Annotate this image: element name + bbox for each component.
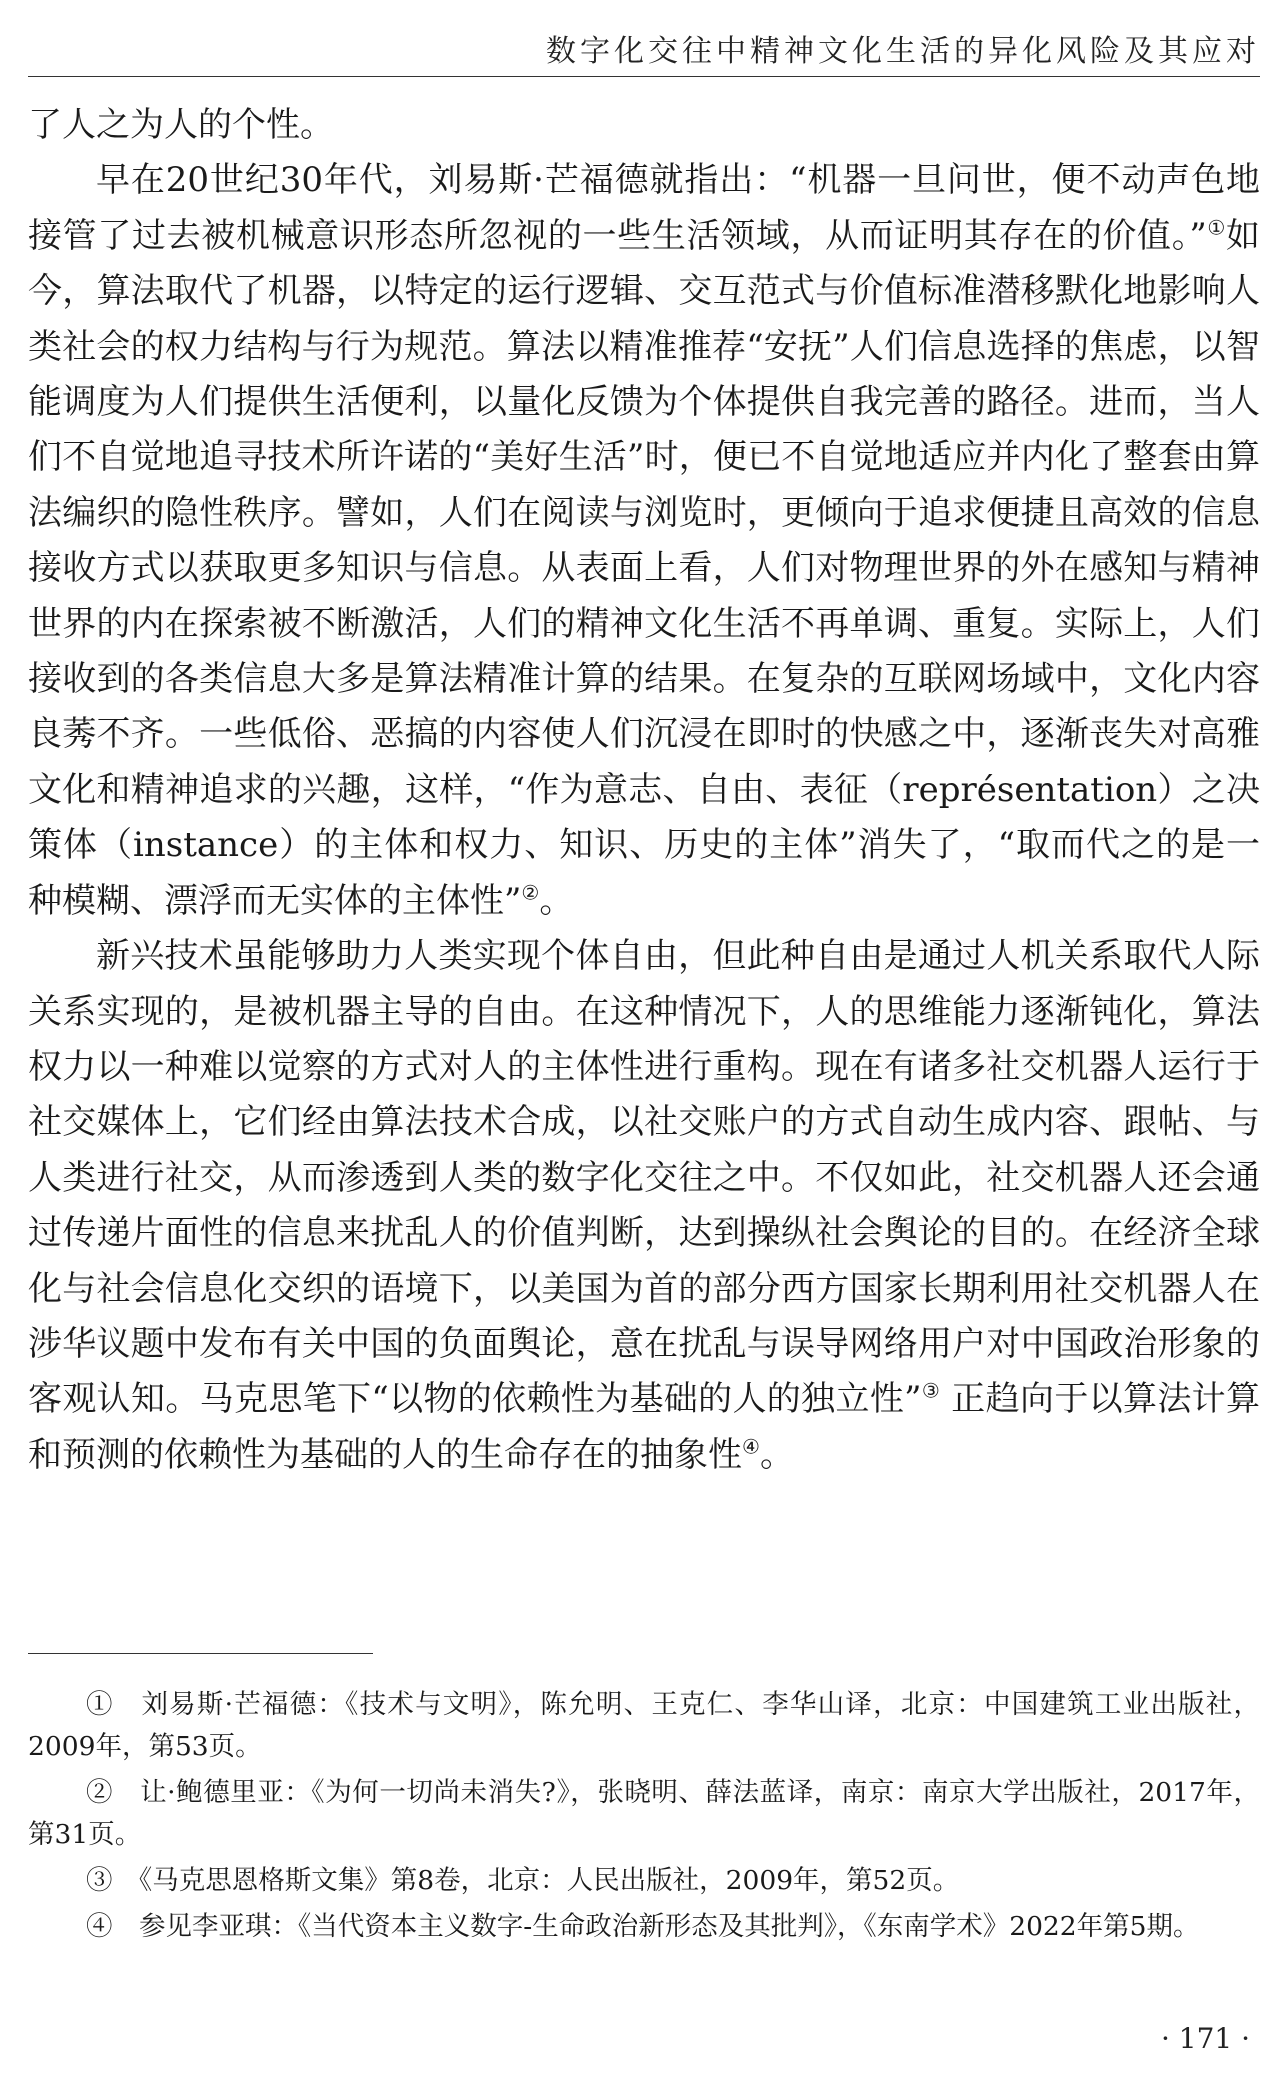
footnote: ① 刘易斯·芒福德：《技术与文明》，陈允明、王克仁、李华山译，北京：中国建筑工业出版社，2009年，第53页。 (28, 1689, 1260, 1762)
header-rule (28, 76, 1260, 77)
page-number: · 171 · (1160, 2022, 1250, 2055)
paragraph: 了人之为人的个性。 (28, 105, 334, 145)
footnote-marker: ② (521, 880, 540, 905)
footnote: ④ 参见李亚琪：《当代资本主义数字-生命政治新形态及其批判》，《东南学术》2022年第5期。 (86, 1911, 1200, 1942)
body-text (28, 98, 1260, 1483)
footnote: ③ 《马克思恩格斯文集》第8卷，北京：人民出版社，2009年，第52页。 (86, 1865, 960, 1896)
footnotes (28, 1684, 1260, 1952)
footnote-marker: ③ (921, 1379, 941, 1404)
footnote: ② 让·鲍德里亚：《为何一切尚未消失?》，张晓明、薛法蓝译，南京：南京大学出版社，2017年，第31页。 (28, 1777, 1260, 1850)
paragraph: 早在20世纪30年代，刘易斯·芒福德就指出：“机器一旦问世，便不动声色地接管了过去被机械意识形态所忽视的一些生活领域，从而证明其存在的价值。”①如今，算法取代了机器，以特定的运行逻辑、交互范式与价值标准潜移默化地影响人类社会的权力结构与行为规范。算法以精准推荐“安抚”人们信息选择的焦虑，以智能调度为人们提供生活便利，以量化反馈为个体提供自我完善的路径。进而，当人们不自觉地追寻技术所许诺的“美好生活”时，便已不自觉地适应并内化了整套由算法编织的隐性秩序。譬如，人们在阅读与浏览时，更倾向于追求便捷且高效的信息接收方式以获取更多知识与信息。从表面上看，人们对物理世界的外在感知与精神世界的内在探索被不断激活，人们的精神文化生活不再单调、重复。实际上，人们接收到的各类信息大多是算法精准计算的结果。在复杂的互联网场域中，文化内容良莠不齐。一些低俗、恶搞的内容使人们沉浸在即时的快感之中，逐渐丧失对高雅文化和精神追求的兴趣，这样，“作为意志、自由、表征（représentation）之决策体（instance）的主体和权力、知识、历史的主体”消失了，“取而代之的是一种模糊、漂浮而无实体的主体性”②。 (28, 160, 1260, 921)
footnote-rule (28, 1653, 373, 1654)
footnote-marker: ④ (742, 1434, 760, 1459)
footnote-marker: ① (1206, 215, 1226, 240)
paragraph: 新兴技术虽能够助力人类实现个体自由，但此种自由是通过人机关系取代人际关系实现的，是被机器主导的自由。在这种情况下，人的思维能力逐渐钝化，算法权力以一种难以觉察的方式对人的主体性进行重构。现在有诸多社交机器人运行于社交媒体上，它们经由算法技术合成，以社交账户的方式自动生成内容、跟帖、与人类进行社交，从而渗透到人类的数字化交往之中。不仅如此，社交机器人还会通过传递片面性的信息来扰乱人的价值判断，达到操纵社会舆论的目的。在经济全球化与社会信息化交织的语境下，以美国为首的部分西方国家长期利用社交机器人在涉华议题中发布有关中国的负面舆论，意在扰乱与误导网络用户对中国政治形象的客观认知。马克思笔下“以物的依赖性为基础的人的独立性”③ 正趋向于以算法计算和预测的依赖性为基础的人的生命存在的抽象性④。 (28, 936, 1261, 1475)
running-header: 数字化交往中精神文化生活的异化风险及其应对 (546, 34, 1260, 69)
